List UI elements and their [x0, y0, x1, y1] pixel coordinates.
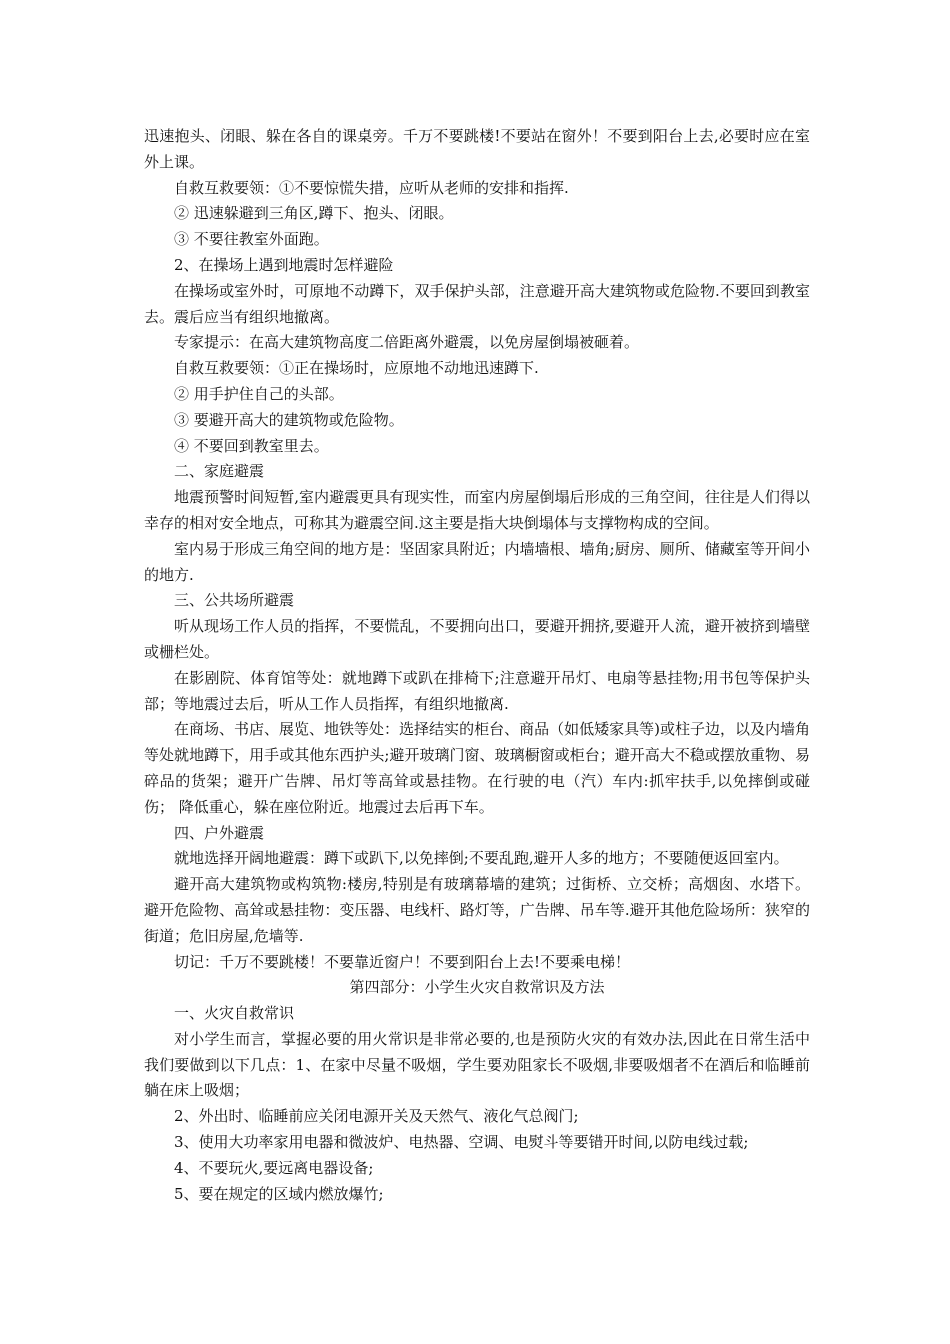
paragraph: 2、外出时、临睡前应关闭电源开关及天然气、液化气总阀门;	[174, 1107, 579, 1126]
paragraph: ③ 要避开高大的建筑物或危险物。	[174, 410, 404, 429]
paragraph: 迅速抱头、闭眼、躲在各自的课桌旁。千万不要跳楼!不要站在窗外！不要到阳台上去,必要时应在室外上课。	[144, 127, 810, 171]
section-heading: 一、火灾自救常识	[174, 1004, 295, 1023]
paragraph: ② 用手护住自己的头部。	[174, 384, 344, 403]
paragraph: 自救互救要领：①不要惊慌失措，应听从老师的安排和指挥.	[174, 178, 569, 197]
paragraph: 4、不要玩火,要远离电器设备;	[174, 1158, 374, 1177]
paragraph: 就地选择开阔地避震：蹲下或趴下,以免摔倒;不要乱跑,避开人多的地方；不要随便返回室内。	[174, 849, 789, 868]
paragraph: ④ 不要回到教室里去。	[174, 436, 329, 455]
part-title: 第四部分：小学生火灾自救常识及方法	[349, 978, 605, 997]
paragraph: 专家提示：在高大建筑物高度二倍距离外避震，以免房屋倒塌被砸着。	[174, 333, 640, 352]
paragraph: ② 迅速躲避到三角区,蹲下、抱头、闭眼。	[174, 204, 454, 223]
section-heading: 2、在操场上遇到地震时怎样避险	[174, 255, 394, 274]
paragraph: 切记：千万不要跳楼！不要靠近窗户！不要到阳台上去!不要乘电梯！	[174, 952, 631, 971]
paragraph: 地震预警时间短暂,室内避震更具有现实性，而室内房屋倒塌后形成的三角空间，往往是人们得以幸存的相对安全地点，可称其为避震空间.这主要是指大块倒塌体与支撑物构成的空间。	[144, 488, 810, 532]
section-heading: 三、公共场所避震	[174, 591, 295, 610]
section-heading: 二、家庭避震	[174, 462, 265, 481]
paragraph: 在影剧院、体育馆等处：就地蹲下或趴在排椅下;注意避开吊灯、电扇等悬挂物;用书包等保护头部；等地震过去后，听从工作人员指挥，有组织地撤离.	[144, 668, 810, 713]
document-page	[144, 124, 810, 1207]
section-heading: 四、户外避震	[174, 823, 265, 842]
paragraph: 对小学生而言，掌握必要的用火常识是非常必要的,也是预防火灾的有效办法,因此在日常生活中我们要做到以下几点：1、在家中尽量不吸烟，学生要劝阻家长不吸烟,非要吸烟者不在酒后和临睡前躺在床上吸烟；	[144, 1029, 810, 1100]
paragraph: ③ 不要往教室外面跑。	[174, 230, 329, 249]
paragraph: 5、要在规定的区域内燃放爆竹;	[174, 1184, 384, 1203]
paragraph: 自救互救要领：①正在操场时，应原地不动地迅速蹲下.	[174, 359, 539, 378]
paragraph: 听从现场工作人员的指挥，不要慌乱，不要拥向出口，要避开拥挤,要避开人流，避开被挤到墙壁或栅栏处。	[144, 617, 810, 661]
paragraph: 在商场、书店、展览、地铁等处：选择结实的柜台、商品（如低矮家具等)或柱子边，以及内墙角等处就地蹲下，用手或其他东西护头;避开玻璃门窗、玻璃橱窗或柜台；避开高大不稳或摆放重物、易碎品的货架；避开广告牌、吊灯等高耸或悬挂物。在行驶的电（汽）车内:抓牢扶手,以免摔倒或碰伤； 降低重心，躲在座位附近。地震过去后再下车。	[144, 720, 810, 816]
paragraph: 室内易于形成三角空间的地方是：坚固家具附近；内墙墙根、墙角;厨房、厕所、储藏室等开间小的地方.	[144, 539, 810, 584]
paragraph: 在操场或室外时，可原地不动蹲下，双手保护头部，注意避开高大建筑物或危险物.不要回到教室去。震后应当有组织地撤离。	[144, 281, 810, 326]
paragraph: 3、使用大功率家用电器和微波炉、电热器、空调、电熨斗等要错开时间,以防电线过载;	[174, 1133, 749, 1152]
paragraph: 避开高大建筑物或构筑物:楼房,特别是有玻璃幕墙的建筑；过街桥、立交桥；高烟囱、水塔下。避开危险物、高耸或悬挂物：变压器、电线杆、路灯等，广告牌、吊车等.避开其他危险场所：狭窄的街道；危旧房屋,危墙等.	[144, 875, 810, 945]
